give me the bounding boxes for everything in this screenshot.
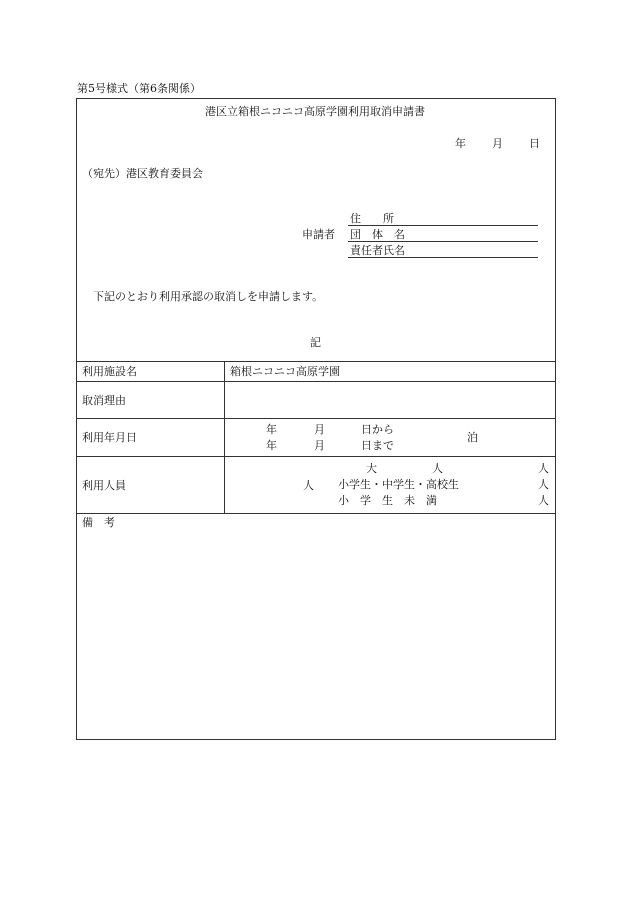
applicant-label: 申請者 [302, 228, 335, 241]
from-year: 年 [266, 423, 277, 436]
body-text: 下記のとおり利用承認の取消しを申請します。 [93, 290, 324, 303]
from-month: 月 [314, 423, 325, 436]
under-school-unit: 人 [538, 494, 549, 507]
form-number: 第5号様式（第6条関係） [77, 82, 201, 95]
form-title: 港区立箱根ニコニコ高原学園利用取消申請書 [205, 105, 425, 118]
facility-value[interactable]: 箱根ニコニコ高原学園 [230, 365, 340, 378]
applicant-group-field[interactable] [348, 229, 538, 242]
adult-unit: 人 [538, 462, 549, 475]
addressee: （宛先）港区教育委員会 [82, 167, 203, 180]
row-divider [76, 513, 556, 514]
facility-label: 利用施設名 [82, 365, 137, 378]
to-year: 年 [266, 439, 277, 452]
student-unit: 人 [538, 478, 549, 491]
row-divider [76, 381, 556, 382]
ki-mark: 記 [310, 336, 321, 349]
remarks-label: 備 考 [82, 516, 115, 529]
remarks-field[interactable] [82, 534, 548, 730]
from-day: 日から [361, 423, 394, 436]
nights-unit: 泊 [467, 431, 478, 444]
to-month: 月 [314, 439, 325, 452]
table-top-border [76, 361, 556, 362]
total-persons-unit: 人 [303, 479, 314, 492]
row-divider [76, 456, 556, 457]
reason-value[interactable] [230, 395, 550, 409]
adult-label: 大 人 [366, 462, 443, 475]
to-day: 日まで [361, 439, 394, 452]
date-day: 日 [529, 137, 540, 150]
applicant-address-field[interactable] [348, 213, 538, 226]
date-year: 年 [455, 137, 466, 150]
reason-label: 取消理由 [82, 394, 126, 407]
date-row [455, 138, 540, 149]
column-divider [224, 361, 225, 513]
row-divider [76, 418, 556, 419]
student-label: 小学生・中学生・高校生 [338, 478, 459, 491]
persons-label: 利用人員 [82, 479, 126, 492]
dates-label: 利用年月日 [82, 431, 137, 444]
applicant-address-label: 住 所 [350, 212, 394, 225]
applicant-person-label: 責任者氏名 [350, 244, 405, 257]
under-school-label: 小 学 生 未 満 [338, 494, 437, 507]
date-month: 月 [492, 137, 503, 150]
applicant-group-label: 団 体 名 [350, 228, 405, 241]
applicant-person-field[interactable] [348, 245, 538, 258]
